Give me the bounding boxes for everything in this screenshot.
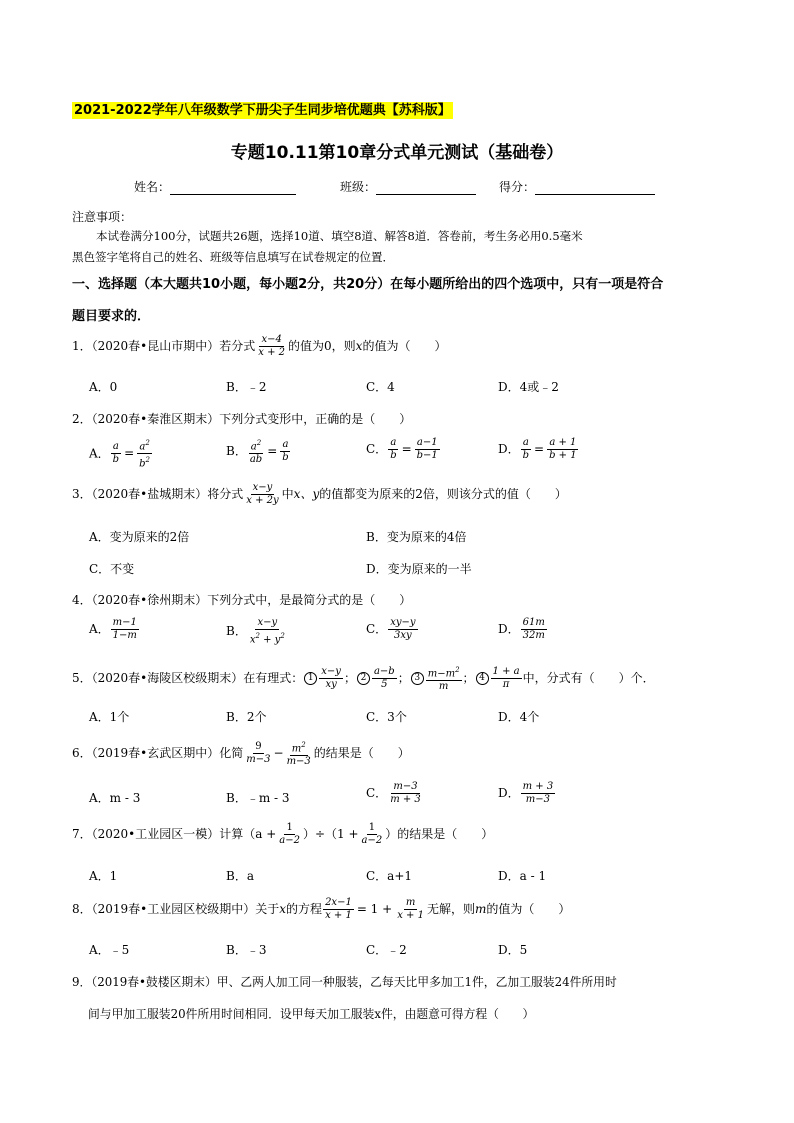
q8-var: x: [279, 902, 287, 916]
q2-option-d: D． $\frac{a}{b}$ = $\frac{a + 1}{b + 1}$: [498, 437, 577, 461]
q5-option-c: C．3个: [366, 710, 407, 724]
q8-option-b: B．﹣3: [226, 943, 267, 957]
q7-pre: 7．（2020•工业园区一模）计算（a +: [72, 827, 277, 841]
q6-option-a: A．m - 3: [89, 791, 141, 805]
q8-post: 无解，则: [426, 902, 475, 916]
q1-option-c: C．4: [366, 380, 395, 394]
q9-line1: 9．（2019春•鼓楼区期末）甲、乙两人加工同一种服装，乙每天比甲多加工1件，乙加工服装24件所用时: [72, 975, 617, 989]
q1-var: x: [355, 339, 363, 353]
q8-var2: m: [474, 902, 487, 916]
section1-line2: 题目要求的．: [72, 309, 151, 324]
q3-fraction: [244, 482, 280, 507]
page-title: 专题10.11第10章分式单元测试（基础卷）: [230, 143, 564, 163]
q3-den: x + 2y: [246, 495, 279, 506]
q1-stem: [72, 334, 446, 359]
q3-post: 的值都变为原来的2倍，则该分式的值（ ）: [319, 487, 567, 501]
score-blank: [535, 182, 655, 195]
q3-stem: [72, 482, 567, 507]
q4-option-c: C． $\frac{xy-y}{3xy}$: [366, 617, 416, 641]
section1-line1: 一、选择题（本大题共10小题，每小题2分，共20分）在每小题所给出的四个选项中，只有一项是符合: [72, 277, 664, 292]
q7-mid: ）÷（1 +: [302, 827, 359, 841]
q2-label-d: D．: [498, 442, 520, 456]
score-label: 得分：: [499, 180, 536, 194]
q6-post: 的结果是（ ）: [313, 746, 410, 761]
q8-mid: 的方程: [286, 902, 323, 916]
notice-line1: 本试卷满分100分，试题共26题，选择10道、填空8道、解答8道．答卷前，考生务必用0.5毫米: [96, 229, 583, 243]
q6-option-c: C． $\frac{m-3}{m + 3}$: [366, 781, 421, 805]
q5-post: 中，分式有（ ）个．: [522, 671, 655, 686]
q1-den: x + 2: [258, 347, 286, 358]
q2-option-c: C． $\frac{a}{b}$ = $\frac{a-1}{b-1}$: [366, 437, 438, 461]
q2-option-a: A． $\frac{a}{b}$ = $\frac{a^2}{b^2}$: [89, 439, 151, 470]
q2-stem: 2．（2020春•秦淮区期末）下列分式变形中，正确的是（ ）: [72, 412, 412, 426]
name-field: [134, 178, 296, 195]
q4-label-c: C．: [366, 622, 388, 636]
q6-pre: 6．（2019春•玄武区期中）化简: [72, 746, 244, 761]
q4-label-a: A．: [89, 622, 110, 636]
q1-option-a: A．0: [89, 380, 118, 394]
q1-fraction: [256, 334, 287, 359]
q4-option-d: D． $\frac{61m}{32m}$: [498, 617, 545, 641]
q4-option-b: B． $\frac{x-y}{x^2 + y^2}$: [226, 617, 285, 646]
q1-post: 的值为0，则: [288, 339, 356, 353]
q2-label-c: C．: [366, 442, 388, 456]
q3-vars: x、y: [293, 487, 320, 501]
q2-label-b: B．: [226, 444, 247, 459]
q1-pre: 1．（2020春•昆山市期中）若分式: [72, 339, 256, 353]
q9-line2: 间与甲加工服装20件所用时间相同．设甲每天加工服装x件，由题意可得方程（ ）: [88, 1007, 535, 1021]
q7-option-b: B．a: [226, 869, 254, 883]
q5-pre: 5．（2020春•海陵区校级期末）在有理式：: [72, 671, 304, 686]
q3-option-c: C．不变: [89, 562, 135, 576]
q6-label-c: C．: [366, 786, 388, 800]
q4-label-b: B．: [226, 624, 247, 639]
q8-option-a: A．﹣5: [89, 943, 130, 957]
q5-option-a: A．1个: [89, 710, 130, 724]
q7-option-c: C．a+1: [366, 869, 413, 883]
score-field: [499, 178, 655, 195]
q7-option-d: D．a - 1: [498, 869, 547, 883]
series-banner: 2021-2022学年八年级数学下册尖子生同步培优题典【苏科版】: [74, 103, 451, 118]
q8-stem: 8．（2019春•工业园区校级期中）关于x的方程 $\frac{2x-1}{x + 1}$ = 1 + $\frac{m}{x + 1}$ 无解，则m的值为（ ）: [72, 897, 571, 921]
q3-option-b: B．变为原来的4倍: [366, 530, 467, 544]
q7-stem: 7．（2020•工业园区一模）计算（a + $\frac{1}{a-2}$ ）÷（1 + $\frac{1}{a-2}$ ）的结果是（ ）: [72, 822, 494, 846]
q2-label-a: A．: [89, 446, 110, 461]
q1-option-d: D．4或﹣2: [498, 380, 559, 394]
class-field: [340, 178, 476, 195]
q6-option-d: D． $\frac{m + 3}{m-3}$: [498, 781, 554, 805]
notice-label: 注意事项：: [72, 210, 133, 224]
q7-post: ）的结果是（ ）: [385, 827, 494, 841]
q3-option-d: D．变为原来的一半: [366, 562, 472, 576]
class-label: 班级：: [340, 180, 377, 194]
q8-option-d: D．5: [498, 943, 528, 957]
q8-pre: 8．（2019春•工业园区校级期中）关于: [72, 902, 280, 916]
class-blank: [376, 182, 476, 195]
q1-num: x−4: [261, 334, 282, 345]
q1-option-b: B．﹣2: [226, 380, 267, 394]
q6-stem: 6．（2019春•玄武区期中）化简 $\frac{9}{m-3}$ − $\frac{m^2}{m-3}$ 的结果是（ ）: [72, 741, 410, 768]
q3-num: x−y: [252, 482, 273, 493]
name-blank: [170, 182, 296, 195]
q5-option-b: B．2个: [226, 710, 267, 724]
q4-label-d: D．: [498, 622, 520, 636]
q5-stem: 5．（2020春•海陵区校级期末）在有理式： 1 $\frac{x-y}{xy}$ ； 2 $\frac{a-b}{5}$ ； 3 $\frac{m-m^2}{m}$ ； 4 $\frac{1 + a}{\pi}$ 中，分式有（ ）个．: [72, 666, 655, 693]
q7-option-a: A．1: [89, 869, 118, 883]
notice-line2: 黑色签字笔将自己的姓名、班级等信息填写在试卷规定的位置．: [72, 250, 394, 264]
q4-option-a: A． $\frac{m-1}{1-m}$: [89, 617, 137, 641]
q8-post2: 的值为（ ）: [486, 902, 571, 916]
q3-pre: 3．（2020春•盐城期末）将分式: [72, 487, 244, 501]
q6-label-d: D．: [498, 786, 520, 800]
name-label: 姓名：: [134, 180, 171, 194]
q3-mid: 中: [281, 487, 294, 501]
q4-stem: 4．（2020春•徐州期末）下列分式中，是最简分式的是（ ）: [72, 593, 412, 607]
q6-option-b: B．﹣m - 3: [226, 791, 290, 805]
q5-option-d: D．4个: [498, 710, 540, 724]
q3-option-a: A．变为原来的2倍: [89, 530, 190, 544]
q8-option-c: C．﹣2: [366, 943, 407, 957]
q1-post2: 的值为（ ）: [362, 339, 447, 353]
q2-option-b: B． $\frac{a^2}{ab}$ = $\frac{a}{b}$: [226, 439, 289, 466]
